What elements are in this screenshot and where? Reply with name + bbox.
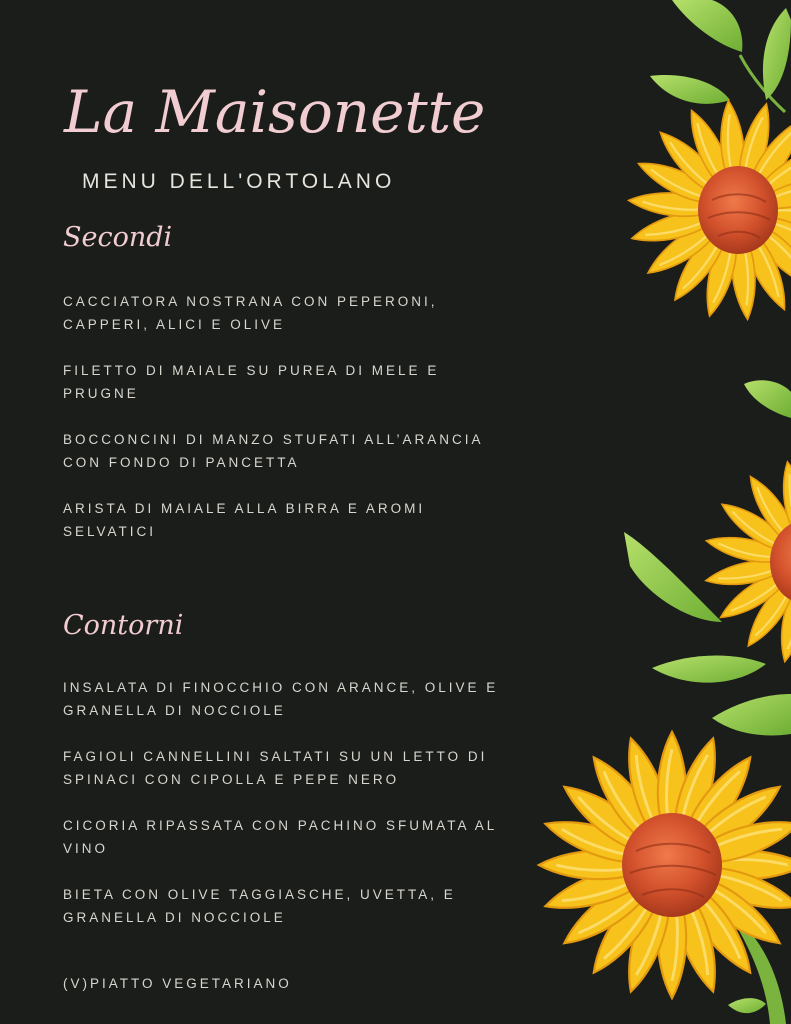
secondi-list — [63, 290, 503, 566]
sunflower-illustration — [628, 100, 791, 321]
contorni-list — [63, 676, 503, 952]
sunflower-illustration — [704, 460, 791, 664]
menu-item: ARISTA DI MAIALE ALLA BIRRA E AROMI SELVATICI — [63, 501, 426, 539]
menu-item: FILETTO DI MAIALE SU PUREA DI MELE E PRUGNE — [63, 363, 440, 401]
vegetarian-footnote: (V)PIATTO VEGETARIANO — [63, 976, 292, 991]
restaurant-title: La Maisonette — [64, 78, 486, 146]
menu-item: BIETA CON OLIVE TAGGIASCHE, UVETTA, E GRANELLA DI NOCCIOLE — [63, 887, 456, 925]
menu-item: BOCCONCINI DI MANZO STUFATI ALL’ARANCIA CON FONDO DI PANCETTA — [63, 432, 483, 470]
menu-item: INSALATA DI FINOCCHIO CON ARANCE, OLIVE E GRANELLA DI NOCCIOLE — [63, 680, 499, 718]
menu-item: CICORIA RIPASSATA CON PACHINO SFUMATA AL VINO — [63, 818, 497, 856]
section-title-contorni: Contorni — [63, 610, 184, 641]
menu-item: FAGIOLI CANNELLINI SALTATI SU UN LETTO DI SPINACI CON CIPOLLA E PEPE NERO — [63, 749, 488, 787]
section-title-secondi: Secondi — [63, 222, 173, 253]
menu-subtitle: MENU DELL'ORTOLANO — [82, 170, 396, 193]
menu-item: CACCIATORA NOSTRANA CON PEPERONI, CAPPERI, ALICI E OLIVE — [63, 294, 438, 332]
